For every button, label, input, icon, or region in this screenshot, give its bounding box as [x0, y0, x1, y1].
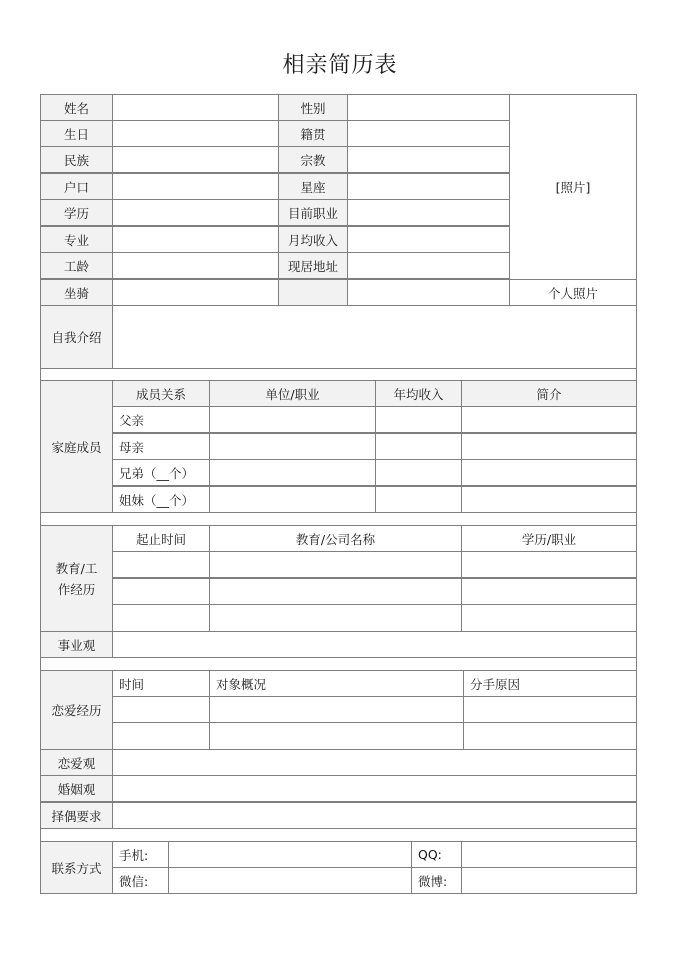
- field-birthday[interactable]: [112, 120, 279, 147]
- family-cell[interactable]: [375, 486, 462, 513]
- edu-cell[interactable]: [209, 578, 462, 605]
- romance-cell[interactable]: [112, 722, 210, 750]
- label-degree: 学历: [40, 199, 113, 226]
- edu-cell[interactable]: [461, 551, 637, 578]
- family-member-sisters: 姐妹（__个）: [112, 486, 210, 513]
- label-vehicle: 坐骑: [40, 279, 113, 306]
- family-cell[interactable]: [461, 433, 637, 460]
- family-cell[interactable]: [375, 433, 462, 460]
- field-current-job[interactable]: [347, 199, 510, 226]
- edu-cell[interactable]: [461, 578, 637, 605]
- label-qq: QQ:: [411, 841, 462, 868]
- romance-cell[interactable]: [463, 722, 637, 750]
- field-intro[interactable]: [112, 305, 637, 369]
- edu-cell[interactable]: [112, 578, 210, 605]
- label-love-view: 恋爱观: [40, 749, 113, 776]
- family-cell[interactable]: [461, 406, 637, 433]
- label-address: 现居地址: [278, 252, 348, 279]
- field-wechat[interactable]: [168, 867, 412, 894]
- spacer-row: [40, 657, 637, 671]
- edu-header-org: 教育/公司名称: [209, 525, 462, 552]
- family-member-brothers: 兄弟（__个）: [112, 459, 210, 486]
- label-wechat: 微信:: [112, 867, 169, 894]
- field-hukou[interactable]: [112, 173, 279, 200]
- romance-header-partner: 对象概况: [209, 670, 464, 697]
- field-qq[interactable]: [461, 841, 637, 868]
- romance-cell[interactable]: [209, 722, 464, 750]
- field-ethnicity[interactable]: [112, 146, 279, 173]
- field-religion[interactable]: [347, 146, 510, 173]
- label-zodiac: 星座: [278, 173, 348, 200]
- label-marriage-view: 婚姻观: [40, 775, 113, 802]
- field-vehicle-extra[interactable]: [347, 279, 510, 306]
- edu-cell[interactable]: [209, 551, 462, 578]
- family-cell[interactable]: [461, 486, 637, 513]
- romance-cell[interactable]: [463, 696, 637, 723]
- label-hometown: 籍贯: [278, 120, 348, 147]
- label-education: [40, 525, 113, 632]
- family-cell[interactable]: [209, 433, 376, 460]
- family-header-bio: 简介: [461, 380, 637, 407]
- label-work-years: 工龄: [40, 252, 113, 279]
- family-cell[interactable]: [209, 406, 376, 433]
- label-name: 姓名: [40, 94, 113, 121]
- field-vehicle[interactable]: [112, 279, 279, 306]
- spacer-row: [40, 828, 637, 842]
- field-address[interactable]: [347, 252, 510, 279]
- field-name[interactable]: [112, 94, 279, 121]
- label-gender: 性别: [278, 94, 348, 121]
- field-gender[interactable]: [347, 94, 510, 121]
- field-major[interactable]: [112, 226, 279, 253]
- resume-form: [40, 94, 637, 894]
- spacer-row: [40, 512, 637, 526]
- label-intro: 自我介绍: [40, 305, 113, 369]
- label-career-view: 事业观: [40, 631, 113, 658]
- field-hometown[interactable]: [347, 120, 510, 147]
- field-degree[interactable]: [112, 199, 279, 226]
- family-cell[interactable]: [461, 459, 637, 486]
- field-love-view[interactable]: [112, 749, 637, 776]
- label-family: 家庭成员: [40, 380, 113, 513]
- field-partner-req[interactable]: [112, 802, 637, 829]
- family-header-relation: 成员关系: [112, 380, 210, 407]
- edu-cell[interactable]: [112, 551, 210, 578]
- label-current-job: 目前职业: [278, 199, 348, 226]
- edu-cell[interactable]: [112, 604, 210, 632]
- field-weibo[interactable]: [461, 867, 637, 894]
- label-religion: 宗教: [278, 146, 348, 173]
- edu-header-degree: 学历/职业: [461, 525, 637, 552]
- label-ethnicity: 民族: [40, 146, 113, 173]
- field-zodiac[interactable]: [347, 173, 510, 200]
- edu-cell[interactable]: [209, 604, 462, 632]
- label-phone: 手机:: [112, 841, 169, 868]
- family-member-mother: 母亲: [112, 433, 210, 460]
- romance-header-time: 时间: [112, 670, 210, 697]
- field-work-years[interactable]: [112, 252, 279, 279]
- family-member-father: 父亲: [112, 406, 210, 433]
- field-career-view[interactable]: [112, 631, 637, 658]
- field-phone[interactable]: [168, 841, 412, 868]
- photo-box[interactable]: [照片]: [509, 94, 637, 280]
- romance-header-reason: 分手原因: [463, 670, 637, 697]
- edu-header-period: 起止时间: [112, 525, 210, 552]
- label-weibo: 微博:: [411, 867, 462, 894]
- field-marriage-view[interactable]: [112, 775, 637, 802]
- label-romance: 恋爱经历: [40, 670, 113, 750]
- family-cell[interactable]: [209, 486, 376, 513]
- label-birthday: 生日: [40, 120, 113, 147]
- page-title: 相亲简历表: [282, 53, 398, 78]
- label-education-text: 教育/工作经历: [55, 560, 98, 597]
- romance-cell[interactable]: [209, 696, 464, 723]
- family-header-employer: 单位/职业: [209, 380, 376, 407]
- label-hukou: 户口: [40, 173, 113, 200]
- label-contact: 联系方式: [40, 841, 113, 894]
- romance-cell[interactable]: [112, 696, 210, 723]
- edu-cell[interactable]: [461, 604, 637, 632]
- family-cell[interactable]: [375, 459, 462, 486]
- field-monthly-income[interactable]: [347, 226, 510, 253]
- label-major: 专业: [40, 226, 113, 253]
- label-partner-req: 择偶要求: [40, 802, 113, 829]
- family-cell[interactable]: [209, 459, 376, 486]
- blank-label-cell: [278, 279, 348, 306]
- label-monthly-income: 月均收入: [278, 226, 348, 253]
- photo-caption: 个人照片: [509, 279, 637, 306]
- family-cell[interactable]: [375, 406, 462, 433]
- family-header-income: 年均收入: [375, 380, 462, 407]
